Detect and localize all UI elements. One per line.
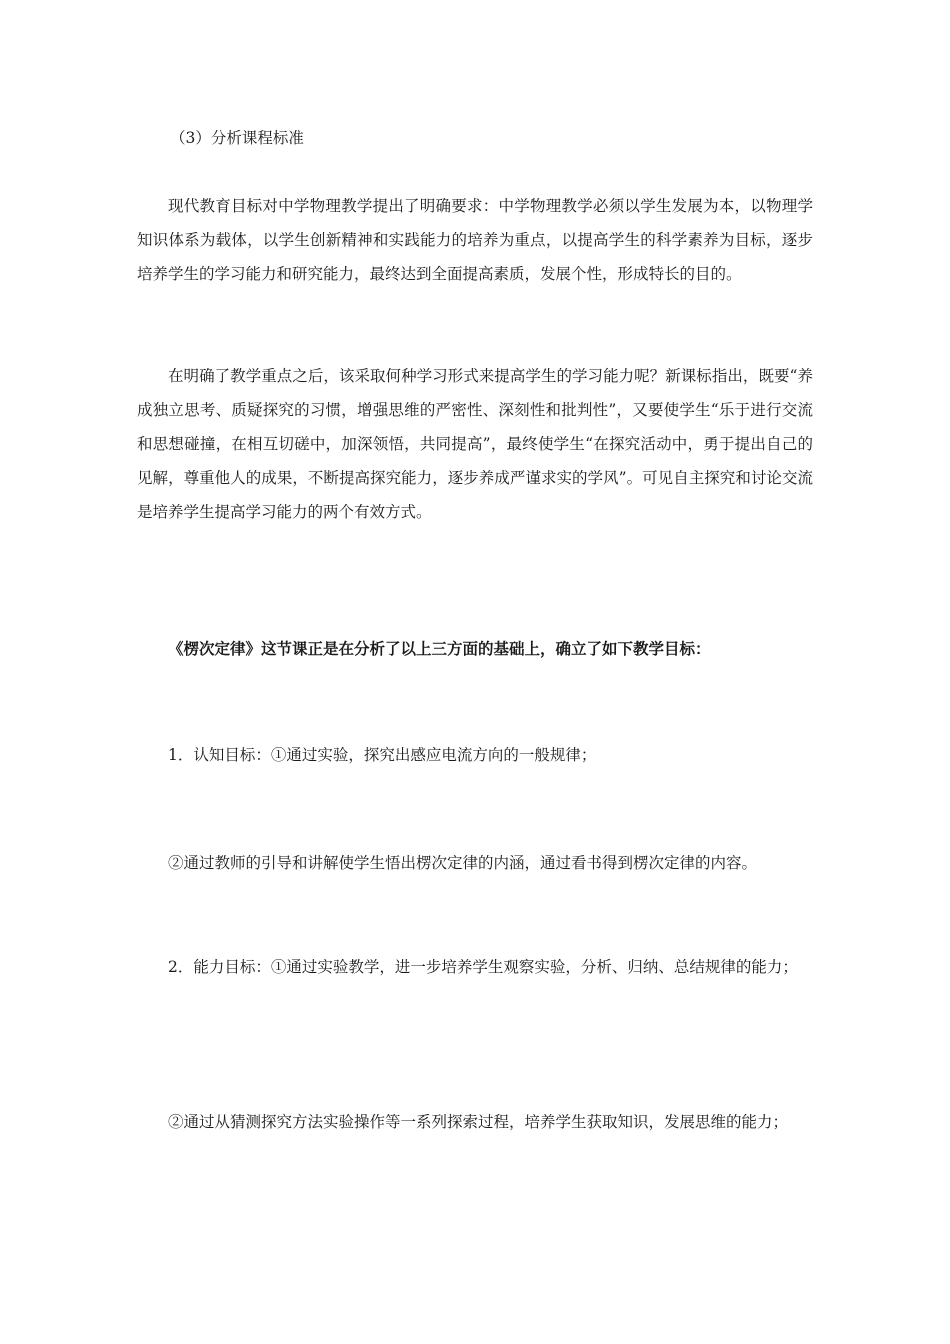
goal-ability-2: ②通过从猜测探究方法实验操作等一系列探索过程，培养学生获取知识，发展思维的能力； [168,1113,789,1131]
goal-cognitive-1: 1．认知目标：①通过实验，探究出感应电流方向的一般规律； [168,746,597,764]
teaching-goals-intro: 《楞次定律》这节课正是在分析了以上三方面的基础上，确立了如下教学目标： [168,639,711,658]
goal-cognitive-2: ②通过教师的引导和讲解使学生悟出楞次定律的内涵，通过看书得到楞次定律的内容。 [168,854,758,872]
section-heading: （3）分析课程标准 [170,129,304,147]
goal-ability-1: 2．能力目标：①通过实验教学，进一步培养学生观察实验，分析、归纳、总结规律的能力； [168,958,798,976]
paragraph-learning-method: 在明确了教学重点之后，该采取何种学习形式来提高学生的学习能力呢？新课标指出，既要“养成独立思考、质疑探究的习惯，增强思维的严密性、深刻性和批判性”，又要使学生“乐于进行交流和思想碰撞，在相互切磋中，加深领悟，共同提高”，最终使学生“在探究活动中，勇于提出自己的见解，尊重他人的成果，不断提高探究能力，逐步养成严谨求实的学风”。可见自主探究和讨论交流是培养学生提高学习能力的两个有效方式。 [137,367,813,521]
paragraph-education-goal: 现代教育目标对中学物理教学提出了明确要求：中学物理教学必须以学生发展为本，以物理学知识体系为载体，以学生创新精神和实践能力的培养为重点，以提高学生的科学素养为目标，逐步培养学生的学习能力和研究能力，最终达到全面提高素质，发展个性，形成特长的目的。 [137,197,813,283]
